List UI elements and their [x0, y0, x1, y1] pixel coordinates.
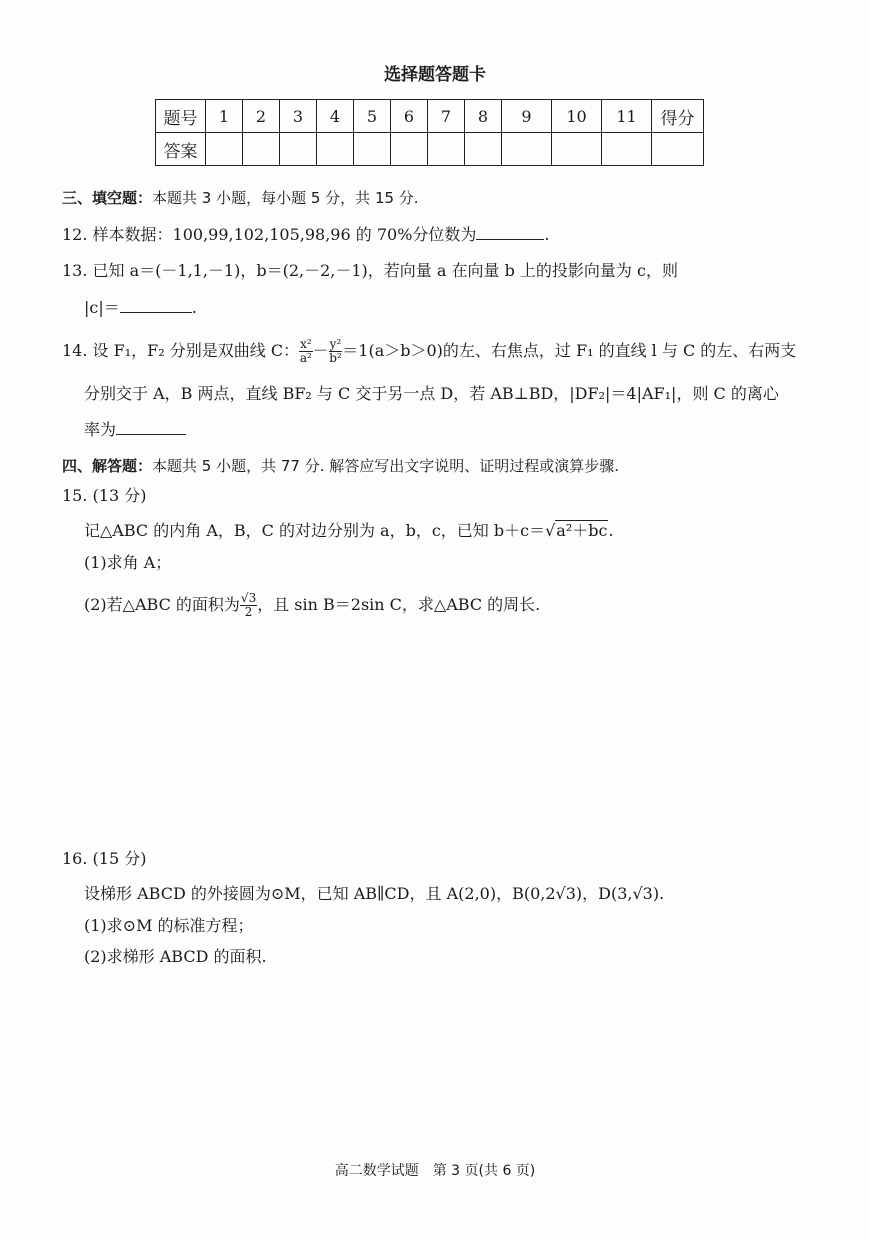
cell-score-label: 得分 — [652, 100, 704, 133]
q14-pre: 14. 设 F₁，F₂ 分别是双曲线 C： — [62, 341, 300, 360]
section-4-label: 四、解答题： — [62, 457, 153, 475]
answer-cell[interactable] — [502, 133, 552, 166]
section-3-label: 三、填空题： — [62, 189, 153, 207]
answer-cell[interactable] — [354, 133, 391, 166]
answer-card-answer-row — [156, 133, 704, 166]
answer-card-number-row — [156, 100, 704, 133]
question-16-part2: (2)求梯形 ABCD 的面积. — [84, 947, 267, 966]
section-4-desc: 本题共 5 小题，共 77 分. 解答应写出文字说明、证明过程或演算步骤. — [152, 457, 620, 475]
cell-q7: 7 — [428, 100, 465, 133]
cell-q2: 2 — [243, 100, 280, 133]
cell-q3: 3 — [280, 100, 317, 133]
answer-card-table — [155, 99, 704, 166]
q13-blank[interactable] — [120, 296, 192, 313]
answer-card-title: 选择题答题卡 — [384, 65, 486, 85]
q15-stem-pre: 记△ABC 的内角 A，B，C 的对边分别为 a，b，c，已知 b＋c＝ — [84, 521, 546, 540]
q14-frac-x-over-a — [299, 338, 313, 365]
q15-frac-num: √3 — [240, 591, 257, 605]
answer-cell[interactable] — [280, 133, 317, 166]
question-14-line2: 分别交于 A，B 两点，直线 BF₂ 与 C 交于另一点 D，若 AB⊥BD，|DF₂|＝4|AF₁|，则 C 的离心 — [84, 384, 779, 403]
q15-stem-end: . — [608, 521, 614, 540]
question-13-line1: 13. 已知 a＝(－1,1,－1)，b＝(2,－2,－1)，若向量 a 在向量 b 上的投影向量为 c，则 — [62, 261, 678, 280]
q14-frac-y-over-b — [329, 338, 343, 365]
q14-frac2-num: y² — [329, 337, 342, 351]
q14-frac1-den: a² — [299, 351, 312, 365]
cell-q10: 10 — [552, 100, 602, 133]
question-15-part2 — [84, 592, 540, 619]
question-13-line2 — [84, 296, 197, 320]
question-12 — [62, 223, 550, 247]
q15-sqrt-expression: a²＋bc — [556, 521, 608, 540]
cell-question-number-label: 题号 — [156, 100, 206, 133]
section-3-desc: 本题共 3 小题，每小题 5 分，共 15 分. — [152, 189, 419, 207]
question-16-part1: (1)求⊙M 的标准方程； — [84, 916, 254, 935]
q14-line3-pre: 率为 — [84, 420, 117, 439]
answer-cell[interactable] — [206, 133, 243, 166]
q14-frac1-num: x² — [300, 337, 312, 351]
q15-part2-pre: (2)若△ABC 的面积为 — [84, 595, 240, 614]
q14-post: ＝1(a＞b＞0)的左、右焦点，过 F₁ 的直线 l 与 C 的左、右两支 — [342, 341, 797, 360]
q15-frac-den: 2 — [244, 605, 253, 619]
cell-q4: 4 — [317, 100, 354, 133]
q12-text: 12. 样本数据：100,99,102,105,98,96 的 70%分位数为 — [62, 225, 477, 244]
answer-cell[interactable] — [552, 133, 602, 166]
page-footer: 高二数学试题 第 3 页(共 6 页) — [334, 1163, 536, 1179]
cell-q6: 6 — [391, 100, 428, 133]
q14-frac2-den: b² — [329, 351, 342, 365]
section-4-heading — [62, 454, 619, 478]
question-15-title: 15. (13 分) — [62, 486, 147, 505]
section-3-heading — [62, 186, 419, 210]
q15-part2-post: ，且 sin B＝2sin C，求△ABC 的周长. — [257, 595, 541, 614]
cell-q8: 8 — [465, 100, 502, 133]
answer-cell[interactable] — [465, 133, 502, 166]
q12-end: . — [544, 225, 550, 244]
question-16-title: 16. (15 分) — [62, 849, 147, 868]
answer-cell[interactable] — [243, 133, 280, 166]
q12-blank[interactable] — [476, 223, 544, 240]
answer-cell[interactable] — [391, 133, 428, 166]
cell-q5: 5 — [354, 100, 391, 133]
question-14-line1 — [62, 338, 796, 365]
q15-sqrt-sign: √ — [545, 521, 556, 540]
q13-abs-c: |c|＝ — [84, 298, 120, 317]
q14-blank[interactable] — [116, 418, 186, 435]
question-15-part1: (1)求角 A； — [84, 553, 172, 572]
q15-frac-sqrt3-over-2 — [240, 592, 257, 619]
answer-cell[interactable] — [317, 133, 354, 166]
score-cell[interactable] — [652, 133, 704, 166]
cell-q11: 11 — [602, 100, 652, 133]
q14-minus: － — [312, 341, 329, 360]
question-14-line3 — [84, 418, 186, 442]
q13-end: . — [191, 298, 197, 317]
cell-q9: 9 — [502, 100, 552, 133]
answer-cell[interactable] — [428, 133, 465, 166]
answer-cell[interactable] — [602, 133, 652, 166]
cell-answer-label: 答案 — [156, 133, 206, 166]
cell-q1: 1 — [206, 100, 243, 133]
question-15-stem — [84, 519, 614, 543]
question-16-stem: 设梯形 ABCD 的外接圆为⊙M，已知 AB∥CD，且 A(2,0)，B(0,2√3)，D(3,√3). — [84, 884, 665, 903]
